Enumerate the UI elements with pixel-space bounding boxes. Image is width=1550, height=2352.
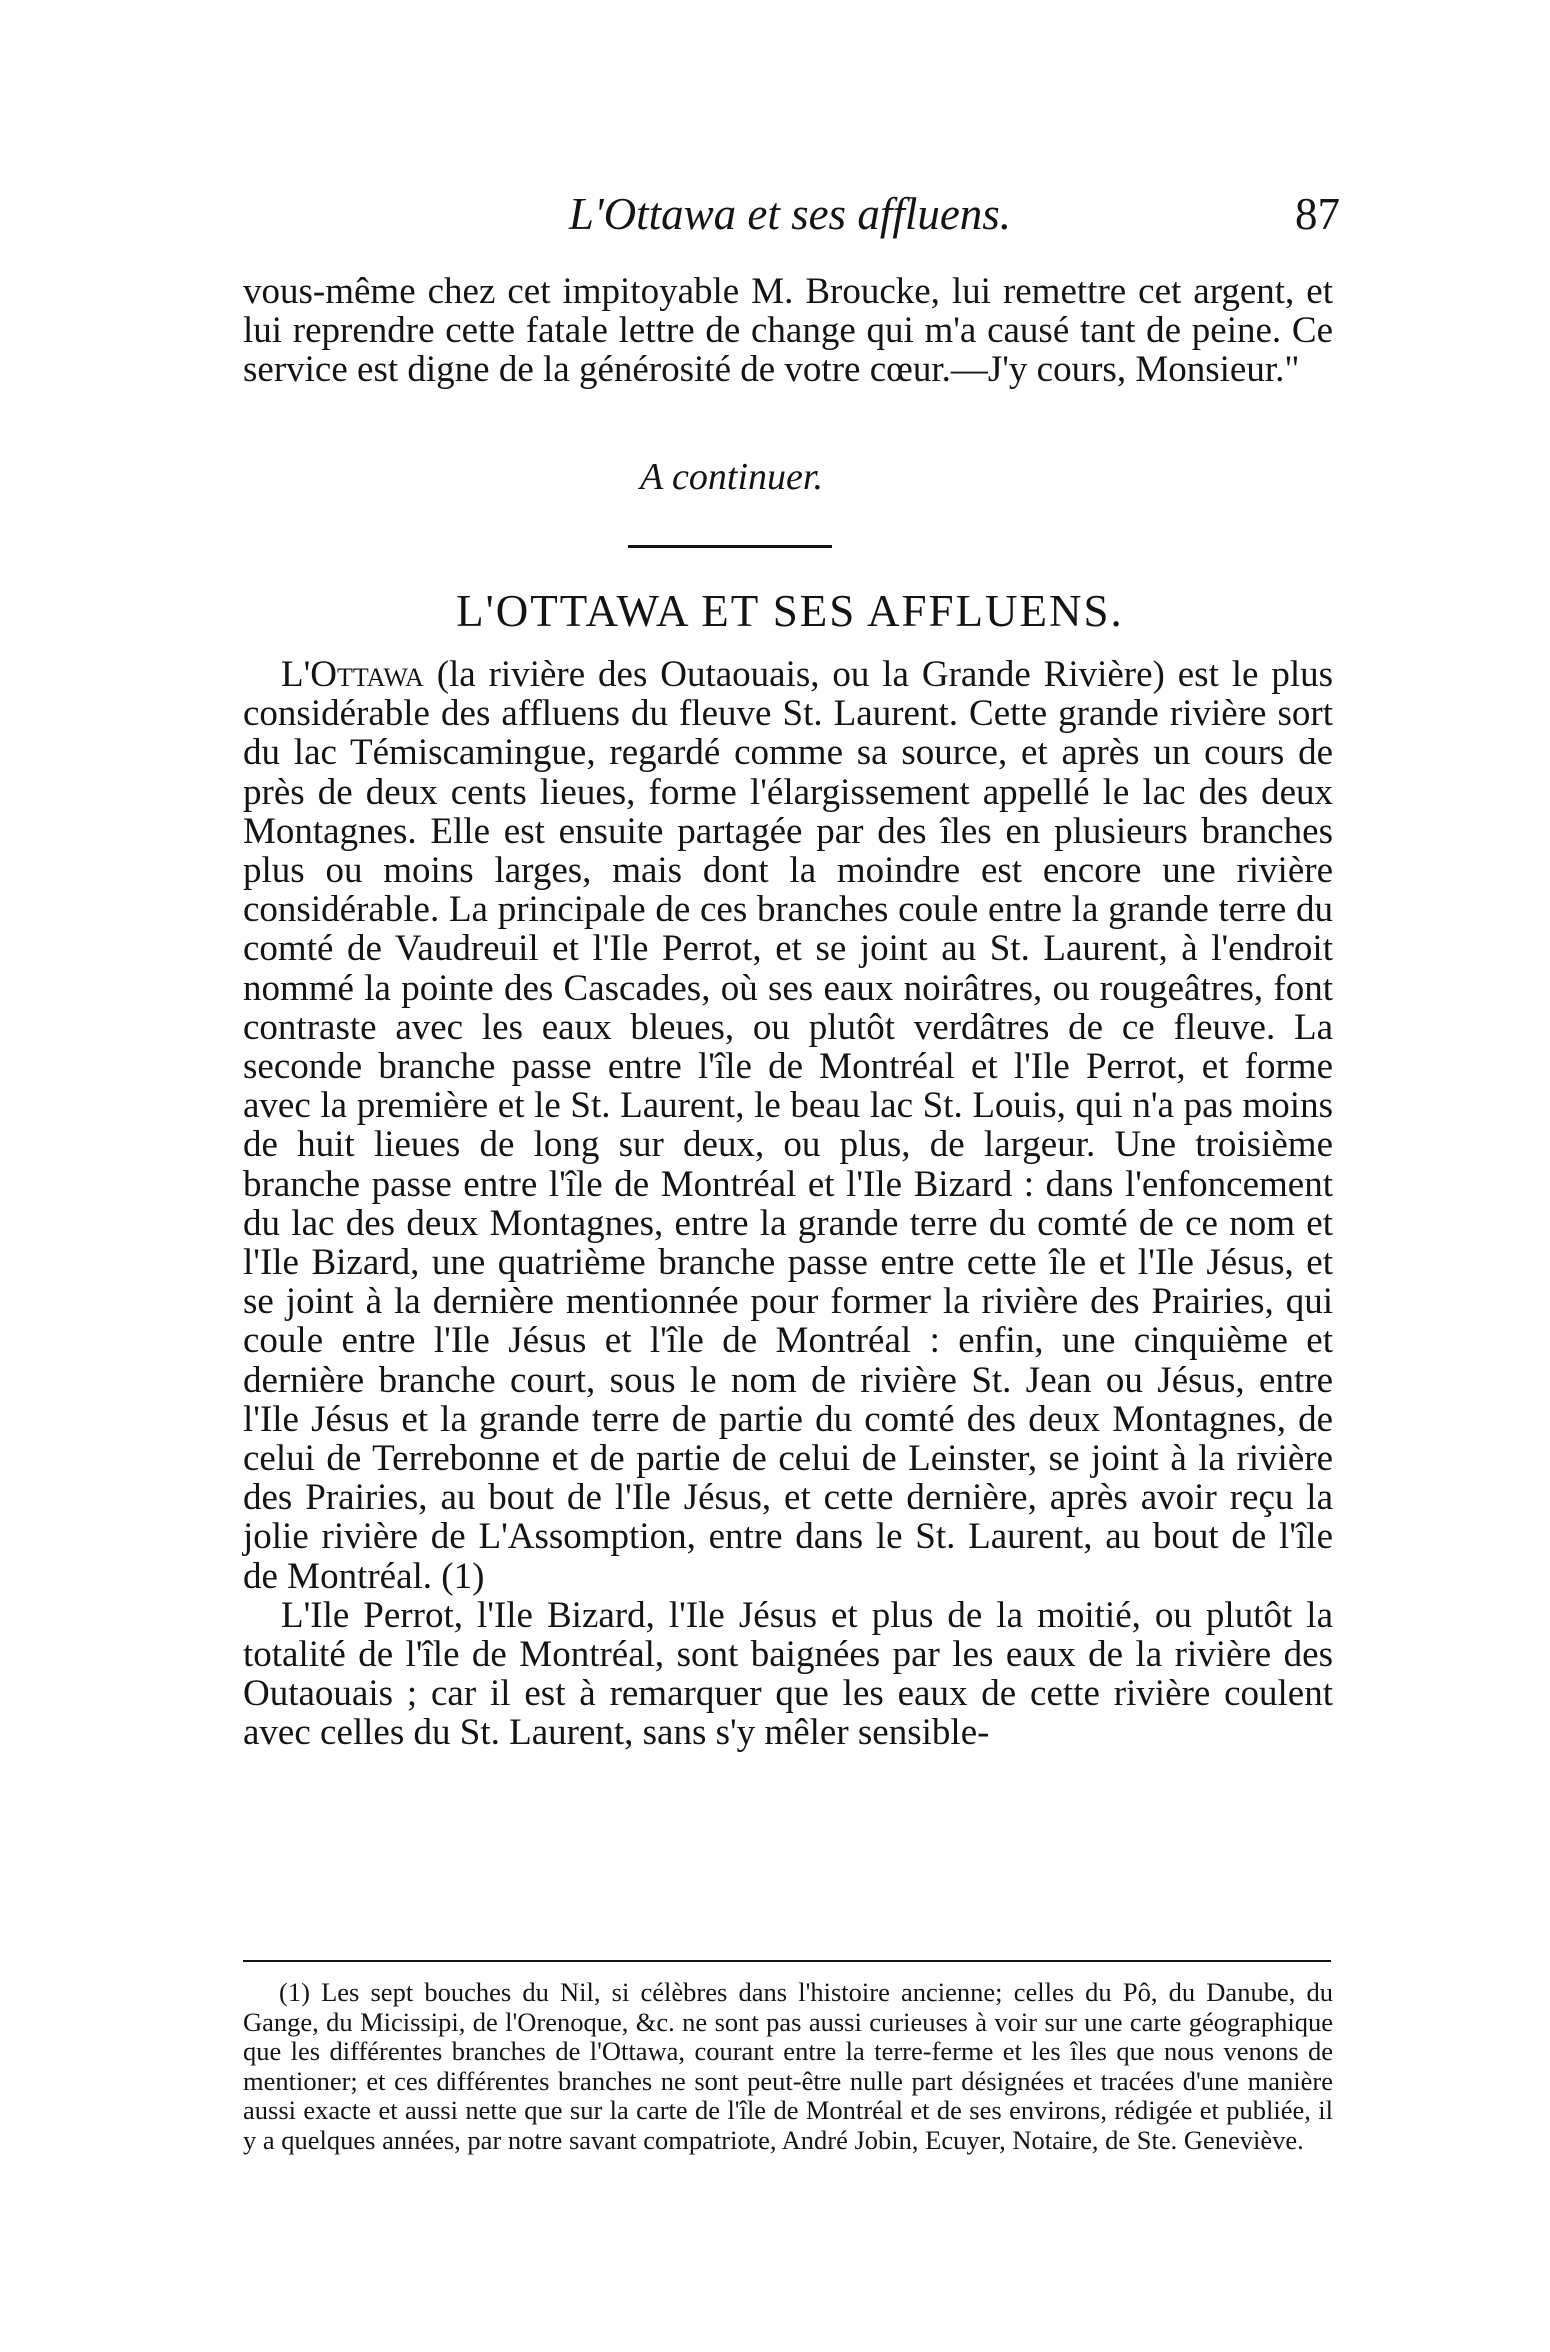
- footnote-text: (1) Les sept bouches du Nil, si célèbres dans l'histoire ancienne; celles du Pô, du Danube, du Gange, du Micissipi, de l'Orenoque, &c. ne sont pas aussi curieuses à voir sur une carte géographique que les différentes branches de l'Ottawa, courant entre la terre-ferme et les îles que nous venons de mentioner; et ces différentes branches ne sont peut-être nulle part désignées et tracées d'une manière aussi exacte et aussi nette que sur la carte de l'île de Montréal et de ses environs, rédigée et publiée, il y a quelques années, par notre savant compatriote, André Jobin, Ecuyer, Notaire, de Ste. Geneviève.: [243, 1977, 1333, 2155]
- page-number: 87: [1295, 189, 1340, 239]
- article-paragraph-1: [243, 655, 1333, 1596]
- continuation-paragraph: [243, 272, 1333, 390]
- section-divider: [628, 545, 832, 548]
- continuation-signoff: A continuer.: [640, 456, 823, 498]
- paragraph-lead: L'Ottawa: [281, 654, 424, 695]
- running-title: L'Ottawa et ses affluens.: [568, 189, 1012, 239]
- footnote: [243, 1978, 1333, 2156]
- continuation-text: vous-même chez cet impitoyable M. Broucke, lui remettre cet argent, et lui reprendre cette fatale lettre de change qui m'a causé tant de peine. Ce service est digne de la générosité de votre cœur.—J'y cours, Monsieur.": [243, 271, 1333, 391]
- article-paragraph-2: L'Ile Perrot, l'Ile Bizard, l'Ile Jésus et plus de la moitié, ou plutôt la totalité de l'île de Montréal, sont baignées par les eaux de la rivière des Outaouais ; car il est à remarquer que les eaux de cette rivière coulent avec celles du St. Laurent, sans s'y mêler sensible-: [243, 1594, 1333, 1754]
- paragraph-1-text: (la rivière des Outaouais, ou la Grande Rivière) est le plus considérable des affluens du fleuve St. Laurent. Cette grande rivière sort du lac Témiscamingue, regardé comme sa source, et après un cours de près de deux cents lieues, forme l'élargissement appellé le lac des deux Montagnes. Elle est ensuite partagée par des îles en plusieurs branches plus ou moins larges, mais dont la moindre est encore une rivière considérable. La principale de ces branches coule entre la grande terre du comté de Vaudreuil et l'Ile Perrot, et se joint au St. Laurent, à l'endroit nommé la pointe des Cascades, où ses eaux noirâtres, ou rougeâtres, font contraste avec les eaux bleues, ou plutôt verdâtres de ce fleuve. La seconde branche passe entre l'île de Montréal et l'Ile Perrot, et forme avec la première et le St. Laurent, le beau lac St. Louis, qui n'a pas moins de huit lieues de long sur deux, ou plus, de largeur. Une troisième branche passe entre l'île de Montréal et l'Ile Bizard : dans l'enfoncement du lac des deux Montagnes, entre la grande terre du comté de ce nom et l'Ile Bizard, une quatrième branche passe entre cette île et l'Ile Jésus, et se joint à la dernière mentionnée pour former la rivière des Prairies, qui coule entre l'Ile Jésus et l'île de Montréal : enfin, une cinquième et dernière branche court, sous le nom de rivière St. Jean ou Jésus, entre l'Ile Jésus et la grande terre de partie du comté des deux Montagnes, de celui de Terrebonne et de partie de celui de Leinster, se joint à la rivière des Prairies, au bout de l'Ile Jésus, et cette dernière, après avoir reçu la jolie rivière de L'Assomption, entre dans le St. Laurent, au bout de l'île de Montréal. (1): [243, 654, 1333, 1597]
- footnote-divider: [243, 1960, 1331, 1962]
- article-body: [243, 655, 1333, 1753]
- running-head: [240, 188, 1340, 248]
- section-title: L'OTTAWA ET SES AFFLUENS.: [456, 586, 1124, 636]
